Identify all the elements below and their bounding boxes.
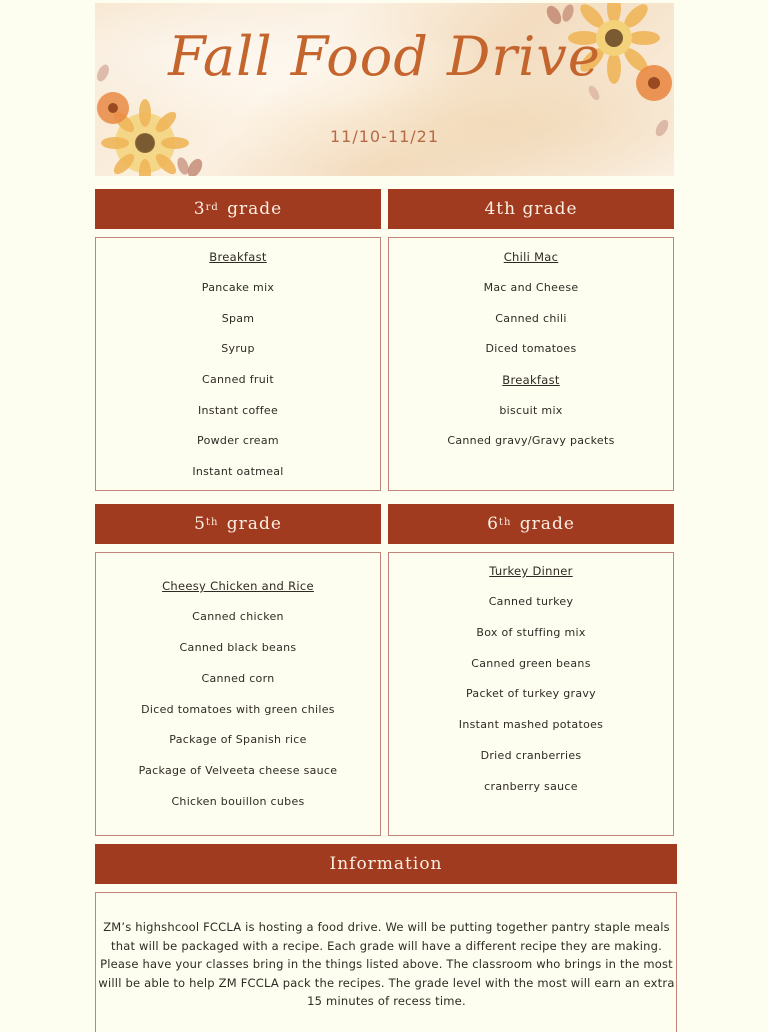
list-item: Instant mashed potatoes <box>458 718 604 731</box>
grade-5-word: grade <box>226 514 282 534</box>
grade-4-header <box>388 189 674 229</box>
list-item: Dried cranberries <box>480 749 582 762</box>
grade-3-word: grade <box>227 199 283 219</box>
list-item: Package of Velveeta cheese sauce <box>138 764 338 777</box>
grade-6-header <box>388 504 674 544</box>
grade-5-suffix: th <box>205 516 219 528</box>
grade-6-word: grade <box>519 514 575 534</box>
banner-dates: 11/10-11/21 <box>330 127 439 146</box>
list-item: biscuit mix <box>499 404 563 417</box>
grade-5-ordinal: 5 <box>194 514 206 534</box>
list-item: Pancake mix <box>201 281 275 294</box>
grade-6-ordinal: 6 <box>487 514 499 534</box>
list-item: Canned fruit <box>202 373 274 386</box>
information-header <box>95 844 677 884</box>
list-item-heading: Cheesy Chicken and Rice <box>162 579 314 593</box>
list-item: Chicken bouillon cubes <box>171 795 305 808</box>
list-item-heading: Breakfast <box>209 250 267 264</box>
list-item: Canned chicken <box>192 610 284 623</box>
list-item-heading: Turkey Dinner <box>489 564 573 578</box>
information-text: ZM’s highshcool FCCLA is hosting a food drive. We will be putting together pantry staple meals that will be packaged with a recipe. Each grade will have a different recipe they are making. Please have your classes bring in the things listed above. The classroom who brings in the most willl be able to help ZM FCCLA pack the recipes. The grade level with the most will earn an extra 15 minutes of recess time. <box>98 920 675 1008</box>
list-item: Diced tomatoes <box>485 342 577 355</box>
list-item: Instant oatmeal <box>192 465 284 478</box>
list-item: Packet of turkey gravy <box>465 687 596 700</box>
list-item-heading: Chili Mac <box>503 250 559 264</box>
grade-3-list <box>95 237 381 491</box>
grade-3-header <box>95 189 381 229</box>
grade-4-label: 4th grade <box>484 199 578 219</box>
list-item: Canned gravy/Gravy packets <box>447 434 615 447</box>
list-item: Canned turkey <box>488 595 574 608</box>
information-title: Information <box>329 854 443 874</box>
list-item: Diced tomatoes with green chiles <box>141 703 335 716</box>
list-item-heading: Breakfast <box>502 373 560 387</box>
list-item: Instant coffee <box>197 404 279 417</box>
list-item: cranberry sauce <box>484 780 578 793</box>
grade-6-suffix: th <box>498 516 512 528</box>
list-item: Box of stuffing mix <box>476 626 586 639</box>
list-item: Canned chili <box>495 312 567 325</box>
banner <box>95 3 674 176</box>
grade-3-suffix: rd <box>205 201 219 213</box>
grade-6-list <box>388 552 674 836</box>
grade-5-list <box>95 552 381 836</box>
list-item: Package of Spanish rice <box>169 733 307 746</box>
list-item: Canned corn <box>201 672 275 685</box>
list-item: Mac and Cheese <box>483 281 579 294</box>
list-item: Canned black beans <box>179 641 297 654</box>
grade-3-ordinal: 3 <box>193 199 206 219</box>
list-item: Canned green beans <box>471 657 591 670</box>
list-item: Syrup <box>221 342 255 355</box>
list-item: Spam <box>221 312 255 325</box>
banner-title: Fall Food Drive <box>168 25 601 88</box>
list-item: Powder cream <box>197 434 279 447</box>
grade-4-list <box>388 237 674 491</box>
grade-5-header <box>95 504 381 544</box>
